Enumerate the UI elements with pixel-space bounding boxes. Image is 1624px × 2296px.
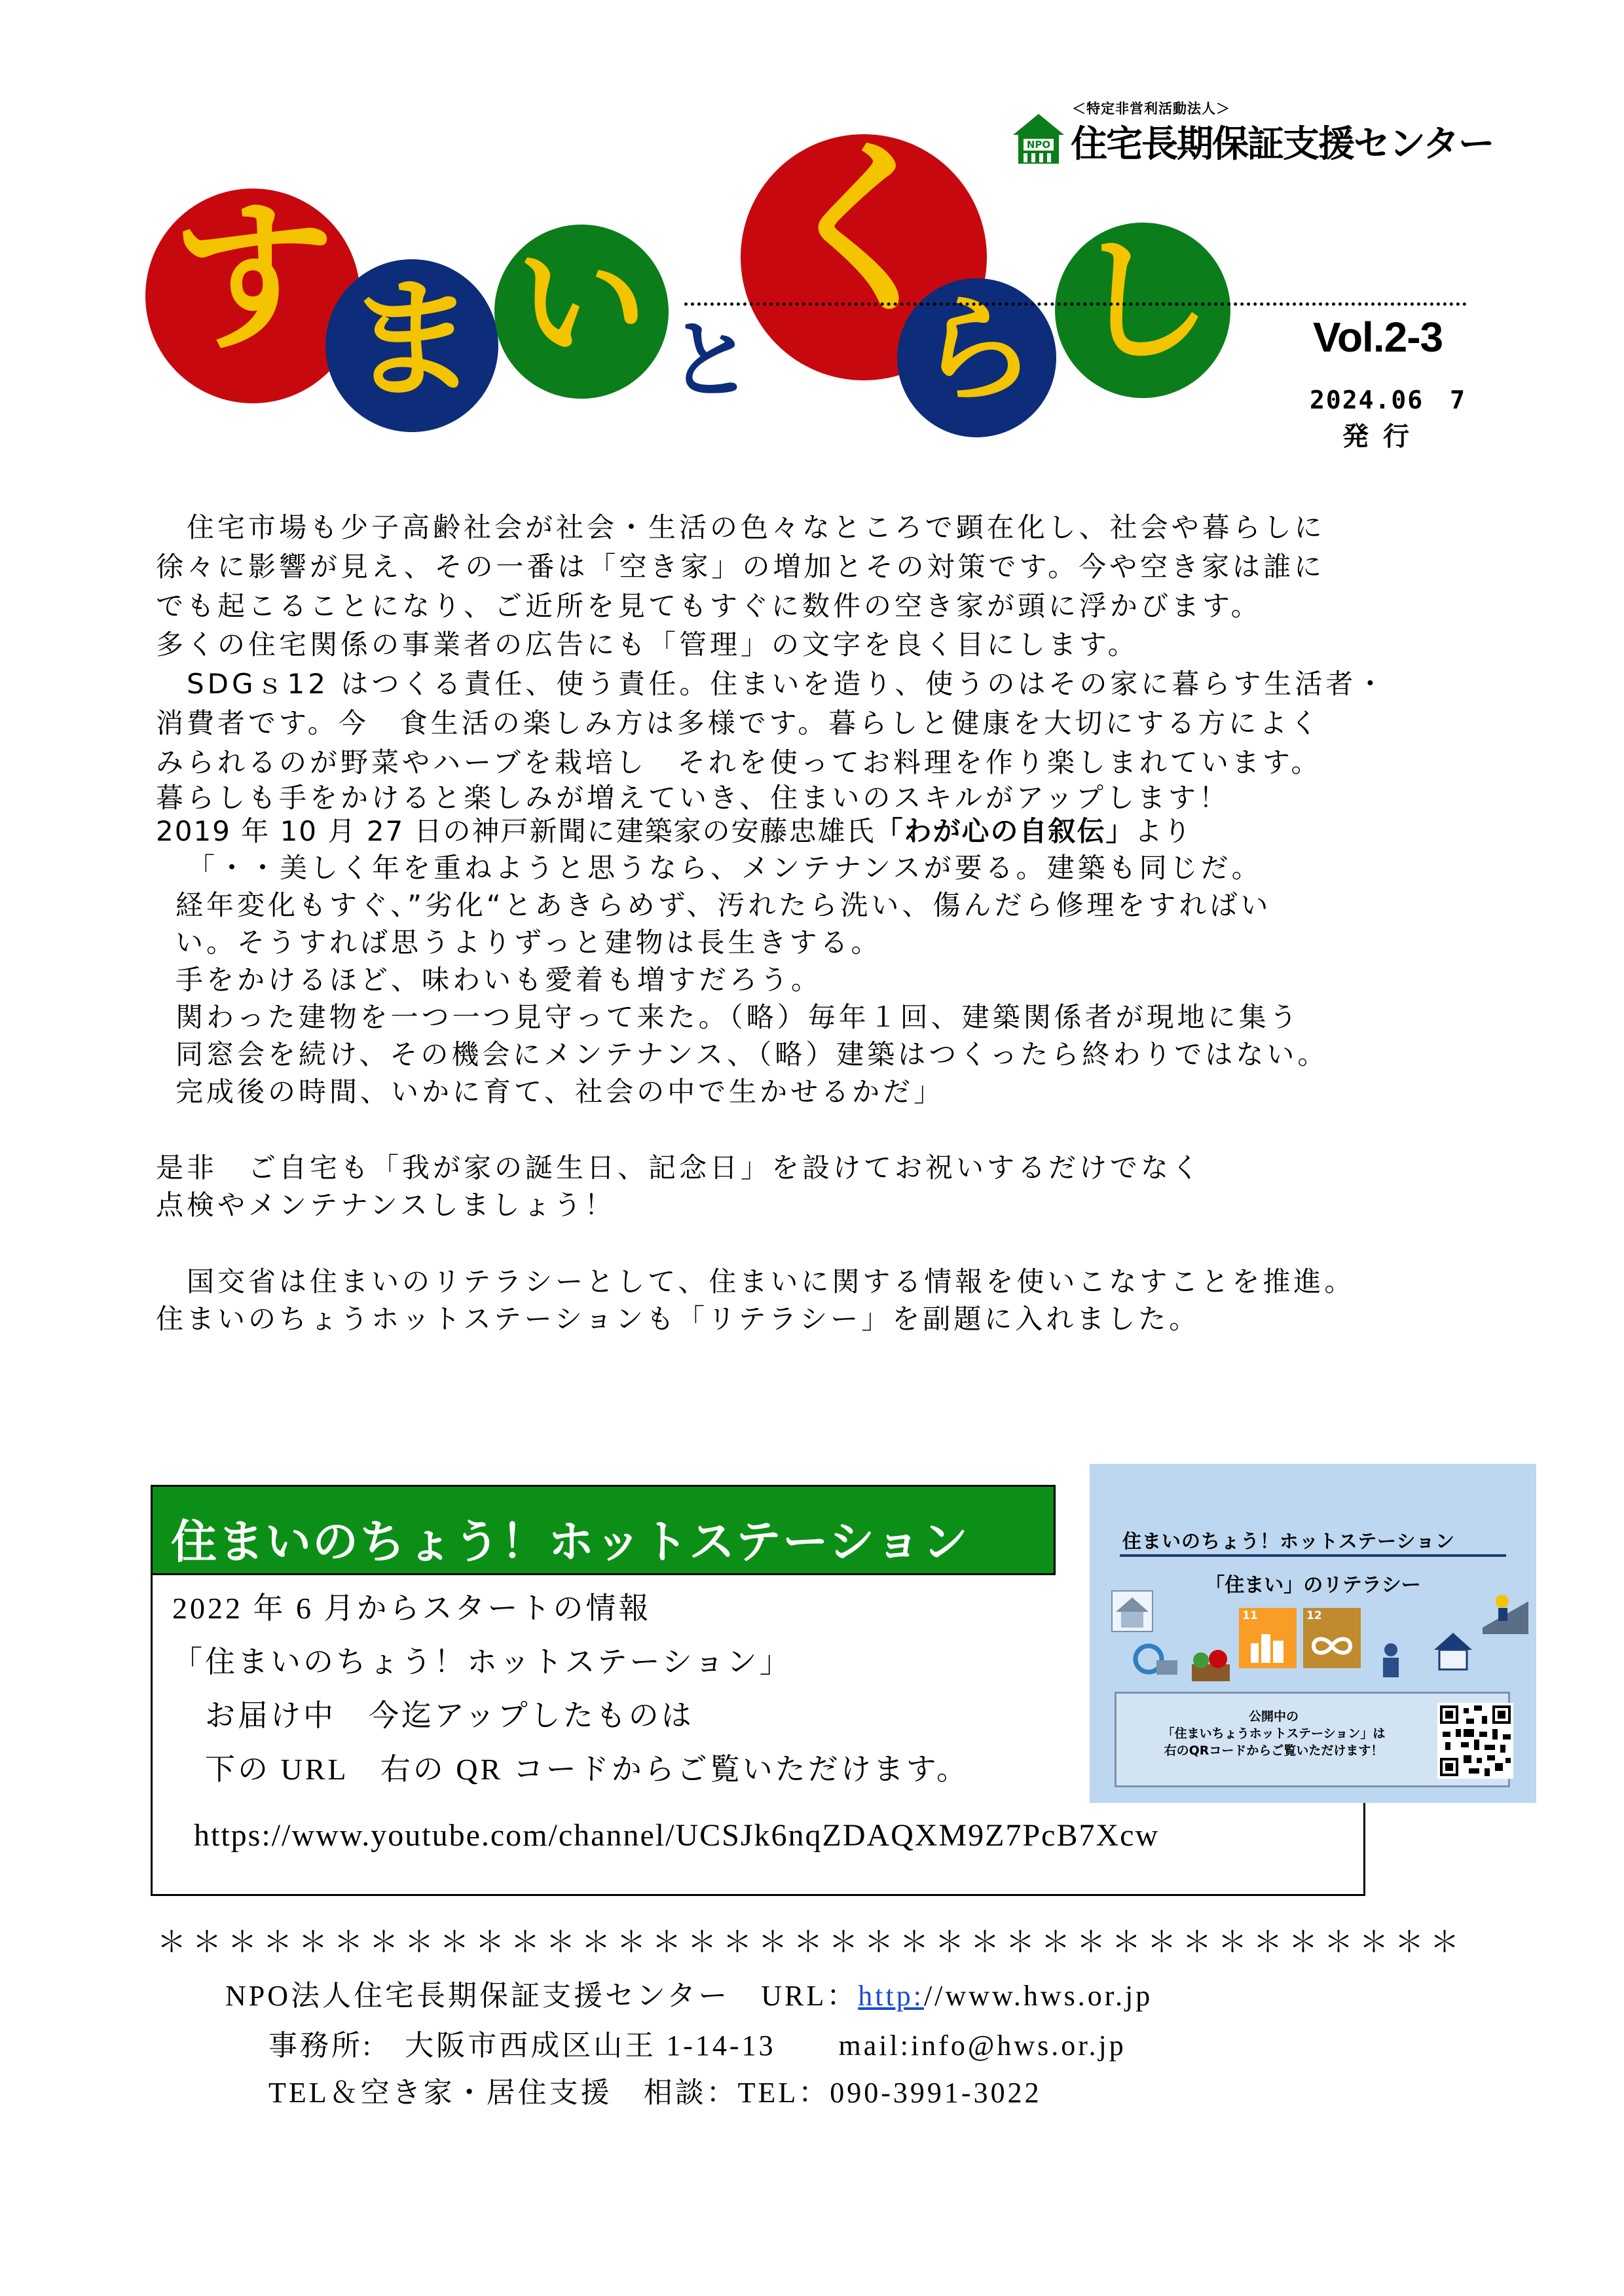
footer-org-text: NPO法人住宅長期保証支援センター URL： — [225, 1980, 858, 2012]
quote-line: 「・・美しく年を重ねようと思うなら、メンテナンスが要る。建築も同じだ。 — [187, 851, 1263, 884]
title-char-1: す — [171, 183, 335, 373]
youtube-url-link[interactable]: https://www.youtube.com/channel/UCSJk6nqZDAQXM9Z7PcB7Xcw — [194, 1818, 1160, 1853]
spacer — [156, 1110, 1485, 1150]
quote-line: 関わった建物を一つ一つ見守って来た。（略）毎年１回、建築関係者が現地に集う — [175, 1000, 1301, 1033]
footer-tel: TEL＆空き家・居住支援 相談：TEL：090-3991-3022 — [268, 2077, 1042, 2109]
sdg-11-number: 11 — [1242, 1609, 1258, 1622]
footer-org-line — [225, 1972, 1153, 2014]
body-line: 国交省は住まいのリテラシーとして、住まいに関する情報を使いこなすことを推進。 — [156, 1266, 1356, 1298]
info-line: 「住まいのちょう！ホットステーション」 — [172, 1645, 792, 1679]
org-name: 住宅長期保証支援センター — [1071, 123, 1494, 166]
footer-office: 事務所: 大阪市西成区山王 1-14-13 mail:info@hws.or.jp — [268, 2030, 1126, 2062]
volume-number: Vol.2-3 — [1313, 314, 1443, 361]
title-char-6: ら — [917, 282, 1036, 418]
issue-date: 2024.06 7 — [1310, 386, 1467, 414]
poster-title: 住まいのちょう！ホットステーション — [1122, 1530, 1455, 1552]
city-icon — [1248, 1630, 1287, 1663]
hot-station-poster — [1090, 1464, 1536, 1803]
dotted-rule — [684, 302, 1467, 306]
poster-subtitle: 「住まい」のリテラシー — [1205, 1574, 1421, 1597]
body-line: 暮らしも手をかけると楽しみが増えていき、住まいのスキルがアップします！ — [156, 781, 1230, 814]
body-line: 徐々に影響が見え、その一番は「空き家」の増加とその対策です。今や空き家は誰に — [156, 550, 1325, 583]
title-char-4: と — [667, 310, 753, 410]
svg-text:NPO: NPO — [1026, 139, 1051, 151]
footer-url-link[interactable]: http: — [858, 1980, 924, 2012]
quote-source-title: 「わが心の自叙伝」 — [875, 814, 1135, 847]
hot-station-heading-bar — [151, 1485, 1056, 1575]
poster-qr-panel — [1115, 1692, 1510, 1787]
poster-qr-line: 「住まいちょうホットステーション」は — [1162, 1726, 1386, 1741]
poster-qr-line: 右のQRコードからご覧いただけます！ — [1164, 1743, 1384, 1758]
body-line: みられるのが野菜やハーブを栽培し それを使ってお料理を作り楽しまれています。 — [156, 746, 1322, 778]
quote-intro — [156, 814, 1485, 849]
info-line: 下の URL 右の QR コードからご覧いただけます。 — [172, 1753, 970, 1786]
info-line: 2022 年 6 月からスタートの情報 — [172, 1592, 652, 1625]
spacer — [156, 1224, 1485, 1263]
quote-line: 経年変化もすぐ、”劣化“とあきらめず、汚れたら洗い、傷んだら修理をすればい — [175, 888, 1272, 921]
small-house-icon — [1430, 1628, 1476, 1673]
title-char-7: し — [1073, 221, 1211, 381]
worker-illustration-icon — [1371, 1641, 1411, 1680]
quote-line: 手をかけるほど、味わいも愛着も増すだろう。 — [175, 963, 822, 996]
title-char-2: ま — [346, 264, 477, 416]
body-line: 住まいのちょうホットステーションも「リテラシー」を副題に入れました。 — [156, 1303, 1200, 1336]
article-body — [156, 508, 1485, 1338]
qr-code-icon[interactable] — [1437, 1703, 1513, 1779]
body-line: 消費者です。今 食生活の楽しみ方は多様です。暮らしと健康を大切にする方によく — [156, 706, 1321, 739]
quote-line: 同窓会を続け、その機会にメンテナンス、（略）建築はつくったら終わりではない。 — [175, 1038, 1329, 1070]
body-line: 是非 ご自宅も「我が家の誕生日、記念日」を設けてお祝いするだけでなく — [156, 1152, 1203, 1184]
sdg-11-tile — [1239, 1608, 1297, 1668]
body-line: SDGｓ12 はつくる責任、使う責任。住まいを造り、使うのはその家に暮らす生活者・ — [156, 668, 1388, 701]
body-line: でも起こることになり、ご近所を見てもすぐに数件の空き家が頭に浮かびます。 — [156, 589, 1262, 622]
recycle-illustration-icon — [1129, 1641, 1181, 1680]
info-line: お届け中 今迄アップしたものは — [172, 1699, 694, 1732]
footer-url-rest: //www.hws.or.jp — [923, 1980, 1153, 2012]
poster-qr-text — [1130, 1708, 1418, 1759]
quote-intro-text: 2019 年 10 月 27 日の神戸新聞に建築家の安藤忠雄氏 — [156, 814, 876, 847]
poster-rule — [1120, 1554, 1506, 1557]
title-char-5: く — [770, 122, 957, 339]
body-line: 多くの住宅関係の事業者の広告にも「管理」の文字を良く目にします。 — [156, 629, 1139, 661]
poster-qr-line: 公開中の — [1248, 1709, 1299, 1724]
infinity-icon — [1310, 1633, 1354, 1659]
title-char-3: い — [515, 228, 647, 380]
body-line: 点検やメンテナンスしましょう！ — [156, 1189, 616, 1222]
issued-label: 発行 — [1342, 422, 1424, 452]
sdg-12-tile — [1303, 1608, 1361, 1668]
org-type: ＜特定非営利活動法人＞ — [1072, 101, 1230, 117]
hot-station-heading: 住まいのちょう！ホットステーション — [171, 1515, 970, 1569]
sdg-12-number: 12 — [1306, 1609, 1322, 1622]
roof-worker-icon — [1483, 1582, 1528, 1634]
quote-intro-suffix: より — [1134, 814, 1192, 847]
body-line: 住宅市場も少子高齢社会が社会・生活の色々なところで顕在化し、社会や暮らしに — [156, 511, 1325, 543]
house-illustration-icon — [1109, 1588, 1155, 1634]
quote-line: 完成後の時間、いかに育て、社会の中で生かせるかだ」 — [175, 1075, 945, 1108]
garden-illustration-icon — [1188, 1646, 1234, 1685]
quote-line: い。そうすれば思うよりずっと建物は長生きする。 — [175, 926, 882, 958]
star-divider: ＊＊＊＊＊＊＊＊＊＊＊＊＊＊＊＊＊＊＊＊＊＊＊＊＊＊＊＊＊＊＊＊＊＊＊＊＊ — [157, 1925, 1466, 1959]
